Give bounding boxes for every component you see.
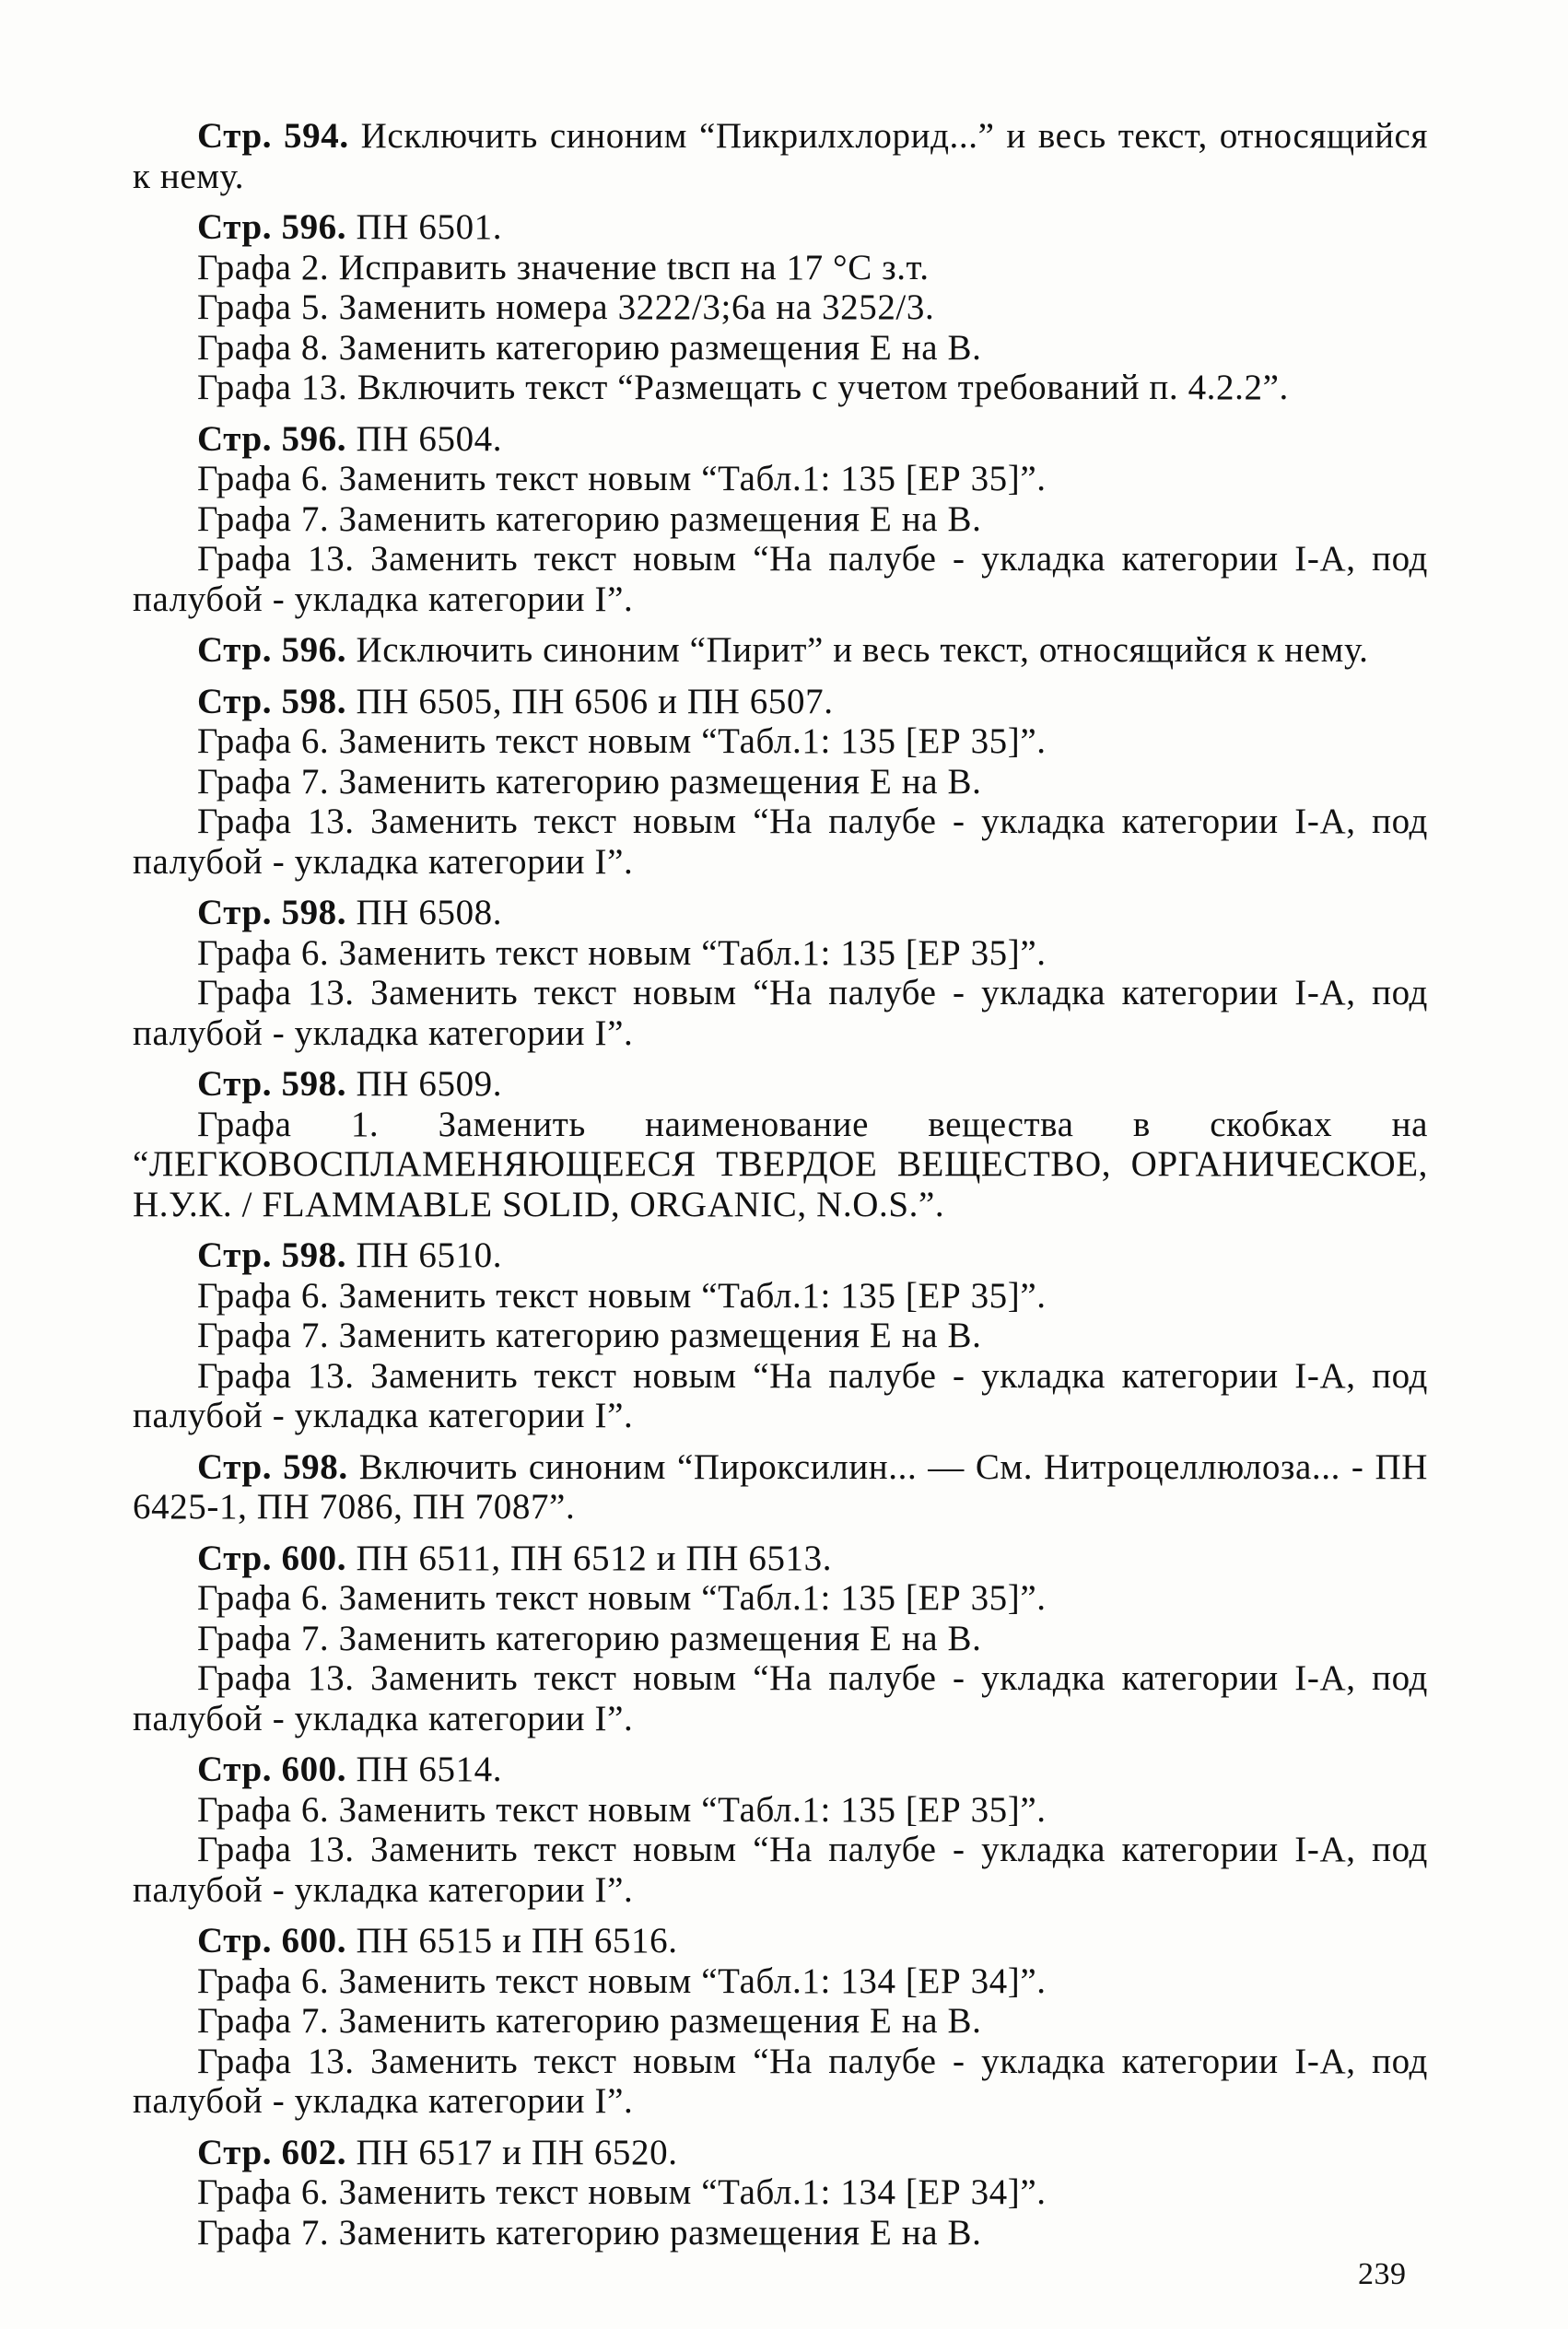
instruction-text: Исключить синоним “Пирит” и весь текст, относящийся к нему. xyxy=(356,630,1369,670)
entry-instruction-line xyxy=(133,762,1428,802)
amendment-entry xyxy=(133,630,1428,671)
entry-heading-line xyxy=(133,116,1428,196)
instruction-text: Графа 6. Заменить текст новым “Табл.1: 135 [ЕР 35]”. xyxy=(197,932,1047,973)
instruction-text: Графа 6. Заменить текст новым “Табл.1: 135 [ЕР 35]”. xyxy=(197,1275,1047,1316)
instruction-text: Графа 2. Исправить значение tвсп на 17 °C з.т. xyxy=(197,247,930,287)
instruction-text: Графа 13. Заменить текст новым “На палубе - укладка категории I-А, под палубой - укладка категории I”. xyxy=(133,539,1428,619)
entry-instruction-line xyxy=(133,459,1428,499)
page-reference: Стр. 596. xyxy=(197,630,347,670)
entry-instruction-line xyxy=(133,287,1428,328)
instruction-text: Графа 7. Заменить категорию размещения Е на В. xyxy=(197,1618,982,1658)
instruction-text: Графа 5. Заменить номера 3222/3;6а на 3252/3. xyxy=(197,287,935,327)
instruction-text: Графа 7. Заменить категорию размещения Е на В. xyxy=(197,2001,982,2041)
instruction-text: Исключить синоним “Пикрилхлорид...” и весь текст, относящийся к нему. xyxy=(133,116,1428,196)
amendment-entry xyxy=(133,207,1428,408)
instruction-text: ПН 6511, ПН 6512 и ПН 6513. xyxy=(356,1538,833,1578)
page-reference: Стр. 602. xyxy=(197,2132,347,2172)
amendment-entry xyxy=(133,419,1428,620)
instruction-text: Графа 7. Заменить категорию размещения Е на В. xyxy=(197,2212,982,2253)
amendment-entry xyxy=(133,893,1428,1053)
page-reference: Стр. 596. xyxy=(197,418,347,459)
amendment-entry xyxy=(133,1750,1428,1910)
instruction-text: ПН 6509. xyxy=(356,1064,503,1104)
instruction-text: Графа 7. Заменить категорию размещения Е на В. xyxy=(197,1316,982,1355)
entry-instruction-line xyxy=(133,2172,1428,2213)
instruction-text: Графа 1. Заменить наименование вещества в скобках на “ЛЕГКОВОСПЛАМЕНЯЮЩЕЕСЯ ТВЕРДОЕ ВЕЩЕСТВО, ОРГАНИЧЕСКОЕ, Н.У.К. / FLAMMABLE SOLID, ORGANIC, N.O.S.”. xyxy=(133,1104,1428,1224)
page-reference: Стр. 598. xyxy=(197,893,347,932)
page-reference: Стр. 594. xyxy=(197,116,349,156)
instruction-text: Графа 13. Заменить текст новым “На палубе - укладка категории I-А, под палубой - укладка категории I”. xyxy=(133,802,1428,882)
page-reference: Стр. 598. xyxy=(197,681,347,721)
entry-instruction-line xyxy=(133,368,1428,408)
page-reference: Стр. 600. xyxy=(197,1538,347,1578)
instruction-text: Графа 13. Заменить текст новым “На палубе - укладка категории I-А, под палубой - укладка категории I”. xyxy=(133,1830,1428,1910)
instruction-text: ПН 6504. xyxy=(356,418,503,459)
entry-instruction-line xyxy=(133,933,1428,974)
instruction-text: ПН 6501. xyxy=(356,207,503,247)
entry-instruction-line xyxy=(133,1619,1428,1659)
instruction-text: Графа 6. Заменить текст новым “Табл.1: 134 [ЕР 34]”. xyxy=(197,2172,1047,2212)
page-reference: Стр. 600. xyxy=(197,1750,347,1789)
instruction-text: Включить синоним “Пироксилин... — См. Нитроцеллюлоза... - ПН 6425-1, ПН 7086, ПН 7087”. xyxy=(133,1446,1428,1527)
page-number: 239 xyxy=(1358,2257,1407,2291)
instruction-text: ПН 6508. xyxy=(356,893,503,932)
entry-instruction-line xyxy=(133,1790,1428,1831)
instruction-text: ПН 6515 и ПН 6516. xyxy=(356,1921,678,1960)
entry-instruction-line xyxy=(133,2213,1428,2253)
amendment-entry xyxy=(133,116,1428,196)
instruction-text: Графа 13. Заменить текст новым “На палубе - укладка категории I-А, под палубой - укладка категории I”. xyxy=(133,2041,1428,2121)
instruction-text: Графа 13. Заменить текст новым “На палубе - укладка категории I-А, под палубой - укладка категории I”. xyxy=(133,1355,1428,1435)
entry-heading-line xyxy=(133,419,1428,460)
entry-instruction-line xyxy=(133,721,1428,762)
entry-heading-line xyxy=(133,1235,1428,1276)
instruction-text: ПН 6517 и ПН 6520. xyxy=(356,2132,678,2172)
entry-instruction-line xyxy=(133,802,1428,882)
instruction-text: Графа 6. Заменить текст новым “Табл.1: 135 [ЕР 35]”. xyxy=(197,459,1047,498)
entry-instruction-line xyxy=(133,248,1428,288)
page-reference: Стр. 598. xyxy=(197,1235,347,1275)
page-reference: Стр. 600. xyxy=(197,1921,347,1960)
entry-instruction-line xyxy=(133,499,1428,540)
entry-instruction-line xyxy=(133,328,1428,369)
instruction-text: Графа 13. Включить текст “Размещать с учетом требований п. 4.2.2”. xyxy=(197,368,1289,407)
entry-instruction-line xyxy=(133,539,1428,619)
instruction-text: Графа 13. Заменить текст новым “На палубе - укладка категории I-А, под палубой - укладка категории I”. xyxy=(133,973,1428,1053)
page-reference: Стр. 598. xyxy=(197,1064,347,1104)
entry-instruction-line xyxy=(133,1578,1428,1619)
entry-instruction-line xyxy=(133,2001,1428,2042)
entry-instruction-line xyxy=(133,1316,1428,1356)
amendment-entry xyxy=(133,682,1428,883)
entry-heading-line xyxy=(133,1447,1428,1527)
entry-heading-line xyxy=(133,630,1428,671)
instruction-text: Графа 6. Заменить текст новым “Табл.1: 134 [ЕР 34]”. xyxy=(197,1960,1047,2001)
instruction-text: Графа 8. Заменить категорию размещения Е на В. xyxy=(197,327,982,368)
amendment-entry xyxy=(133,1447,1428,1527)
entry-instruction-line xyxy=(133,1830,1428,1910)
entry-heading-line xyxy=(133,1064,1428,1105)
instruction-text: Графа 6. Заменить текст новым “Табл.1: 135 [ЕР 35]”. xyxy=(197,1578,1047,1618)
page-reference: Стр. 596. xyxy=(197,207,347,247)
entry-heading-line xyxy=(133,682,1428,722)
amendment-entry xyxy=(133,1539,1428,1739)
instruction-text: Графа 7. Заменить категорию размещения Е на В. xyxy=(197,761,982,802)
entry-instruction-line xyxy=(133,1356,1428,1436)
entry-heading-line xyxy=(133,207,1428,248)
entry-heading-line xyxy=(133,1750,1428,1790)
amendment-entry xyxy=(133,1921,1428,2122)
entry-heading-line xyxy=(133,2133,1428,2173)
entry-instruction-line xyxy=(133,2042,1428,2122)
entry-heading-line xyxy=(133,1921,1428,1961)
page-reference: Стр. 598. xyxy=(197,1446,348,1487)
amendment-entry xyxy=(133,1235,1428,1436)
instruction-text: ПН 6505, ПН 6506 и ПН 6507. xyxy=(356,681,834,721)
instruction-text: Графа 13. Заменить текст новым “На палубе - укладка категории I-А, под палубой - укладка категории I”. xyxy=(133,1658,1428,1738)
instruction-text: ПН 6514. xyxy=(356,1750,503,1789)
instruction-text: Графа 6. Заменить текст новым “Табл.1: 135 [ЕР 35]”. xyxy=(197,721,1047,761)
amendment-entry xyxy=(133,2133,1428,2253)
amendment-entry xyxy=(133,1064,1428,1224)
entry-instruction-line xyxy=(133,1105,1428,1225)
entry-instruction-line xyxy=(133,1276,1428,1317)
instruction-text: ПН 6510. xyxy=(356,1235,503,1275)
entry-heading-line xyxy=(133,1539,1428,1579)
instruction-text: Графа 7. Заменить категорию размещения Е на В. xyxy=(197,498,982,539)
document-body xyxy=(133,116,1428,2264)
entry-instruction-line xyxy=(133,973,1428,1053)
instruction-text: Графа 6. Заменить текст новым “Табл.1: 135 [ЕР 35]”. xyxy=(197,1789,1047,1830)
entry-instruction-line xyxy=(133,1961,1428,2002)
entry-heading-line xyxy=(133,893,1428,933)
entry-instruction-line xyxy=(133,1658,1428,1738)
